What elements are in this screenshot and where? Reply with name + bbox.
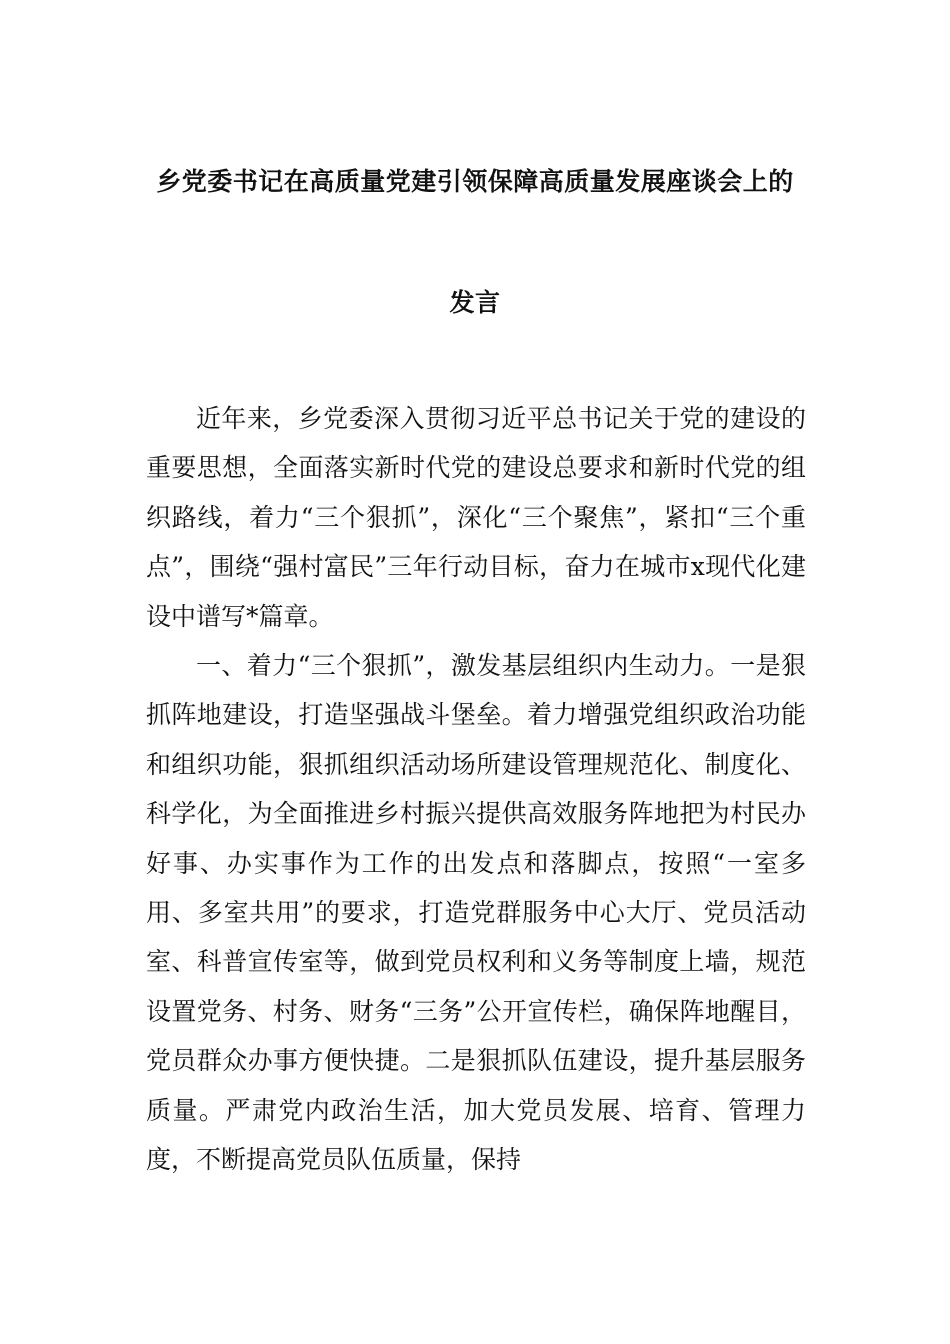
document-title-line-1: 乡党委书记在高质量党建引领保障高质量发展座谈会上的 xyxy=(156,167,794,196)
document-title-line-2: 发言 xyxy=(449,288,501,317)
document-body xyxy=(146,394,806,1185)
body-paragraph-intro: 近年来，乡党委深入贯彻习近平总书记关于党的建设的重要思想，全面落实新时代党的建设总要求和新时代党的组织路线，着力“三个狠抓”，深化“三个聚焦”，紧扣“三个重点”，围绕“强村富民”三年行动目标，奋力在城市x现代化建设中谱写*篇章。 xyxy=(146,404,806,631)
body-paragraph-section-1: 一、着力“三个狠抓”，激发基层组织内生动力。一是狠抓阵地建设，打造坚强战斗堡垒。着力增强党组织政治功能和组织功能，狠抓组织活动场所建设管理规范化、制度化、科学化，为全面推进乡村振兴提供高效服务阵地把为村民办好事、办实事作为工作的出发点和落脚点，按照“一室多用、多室共用”的要求，打造党群服务中心大厅、党员活动室、科普宣传室等，做到党员权利和义务等制度上墙，规范设置党务、村务、财务“三务”公开宣传栏，确保阵地醒目，党员群众办事方便快捷。二是狠抓队伍建设，提升基层服务质量。严肃党内政治生活，加大党员发展、培育、管理力度，不断提高党员队伍质量，保持 xyxy=(146,651,806,1175)
